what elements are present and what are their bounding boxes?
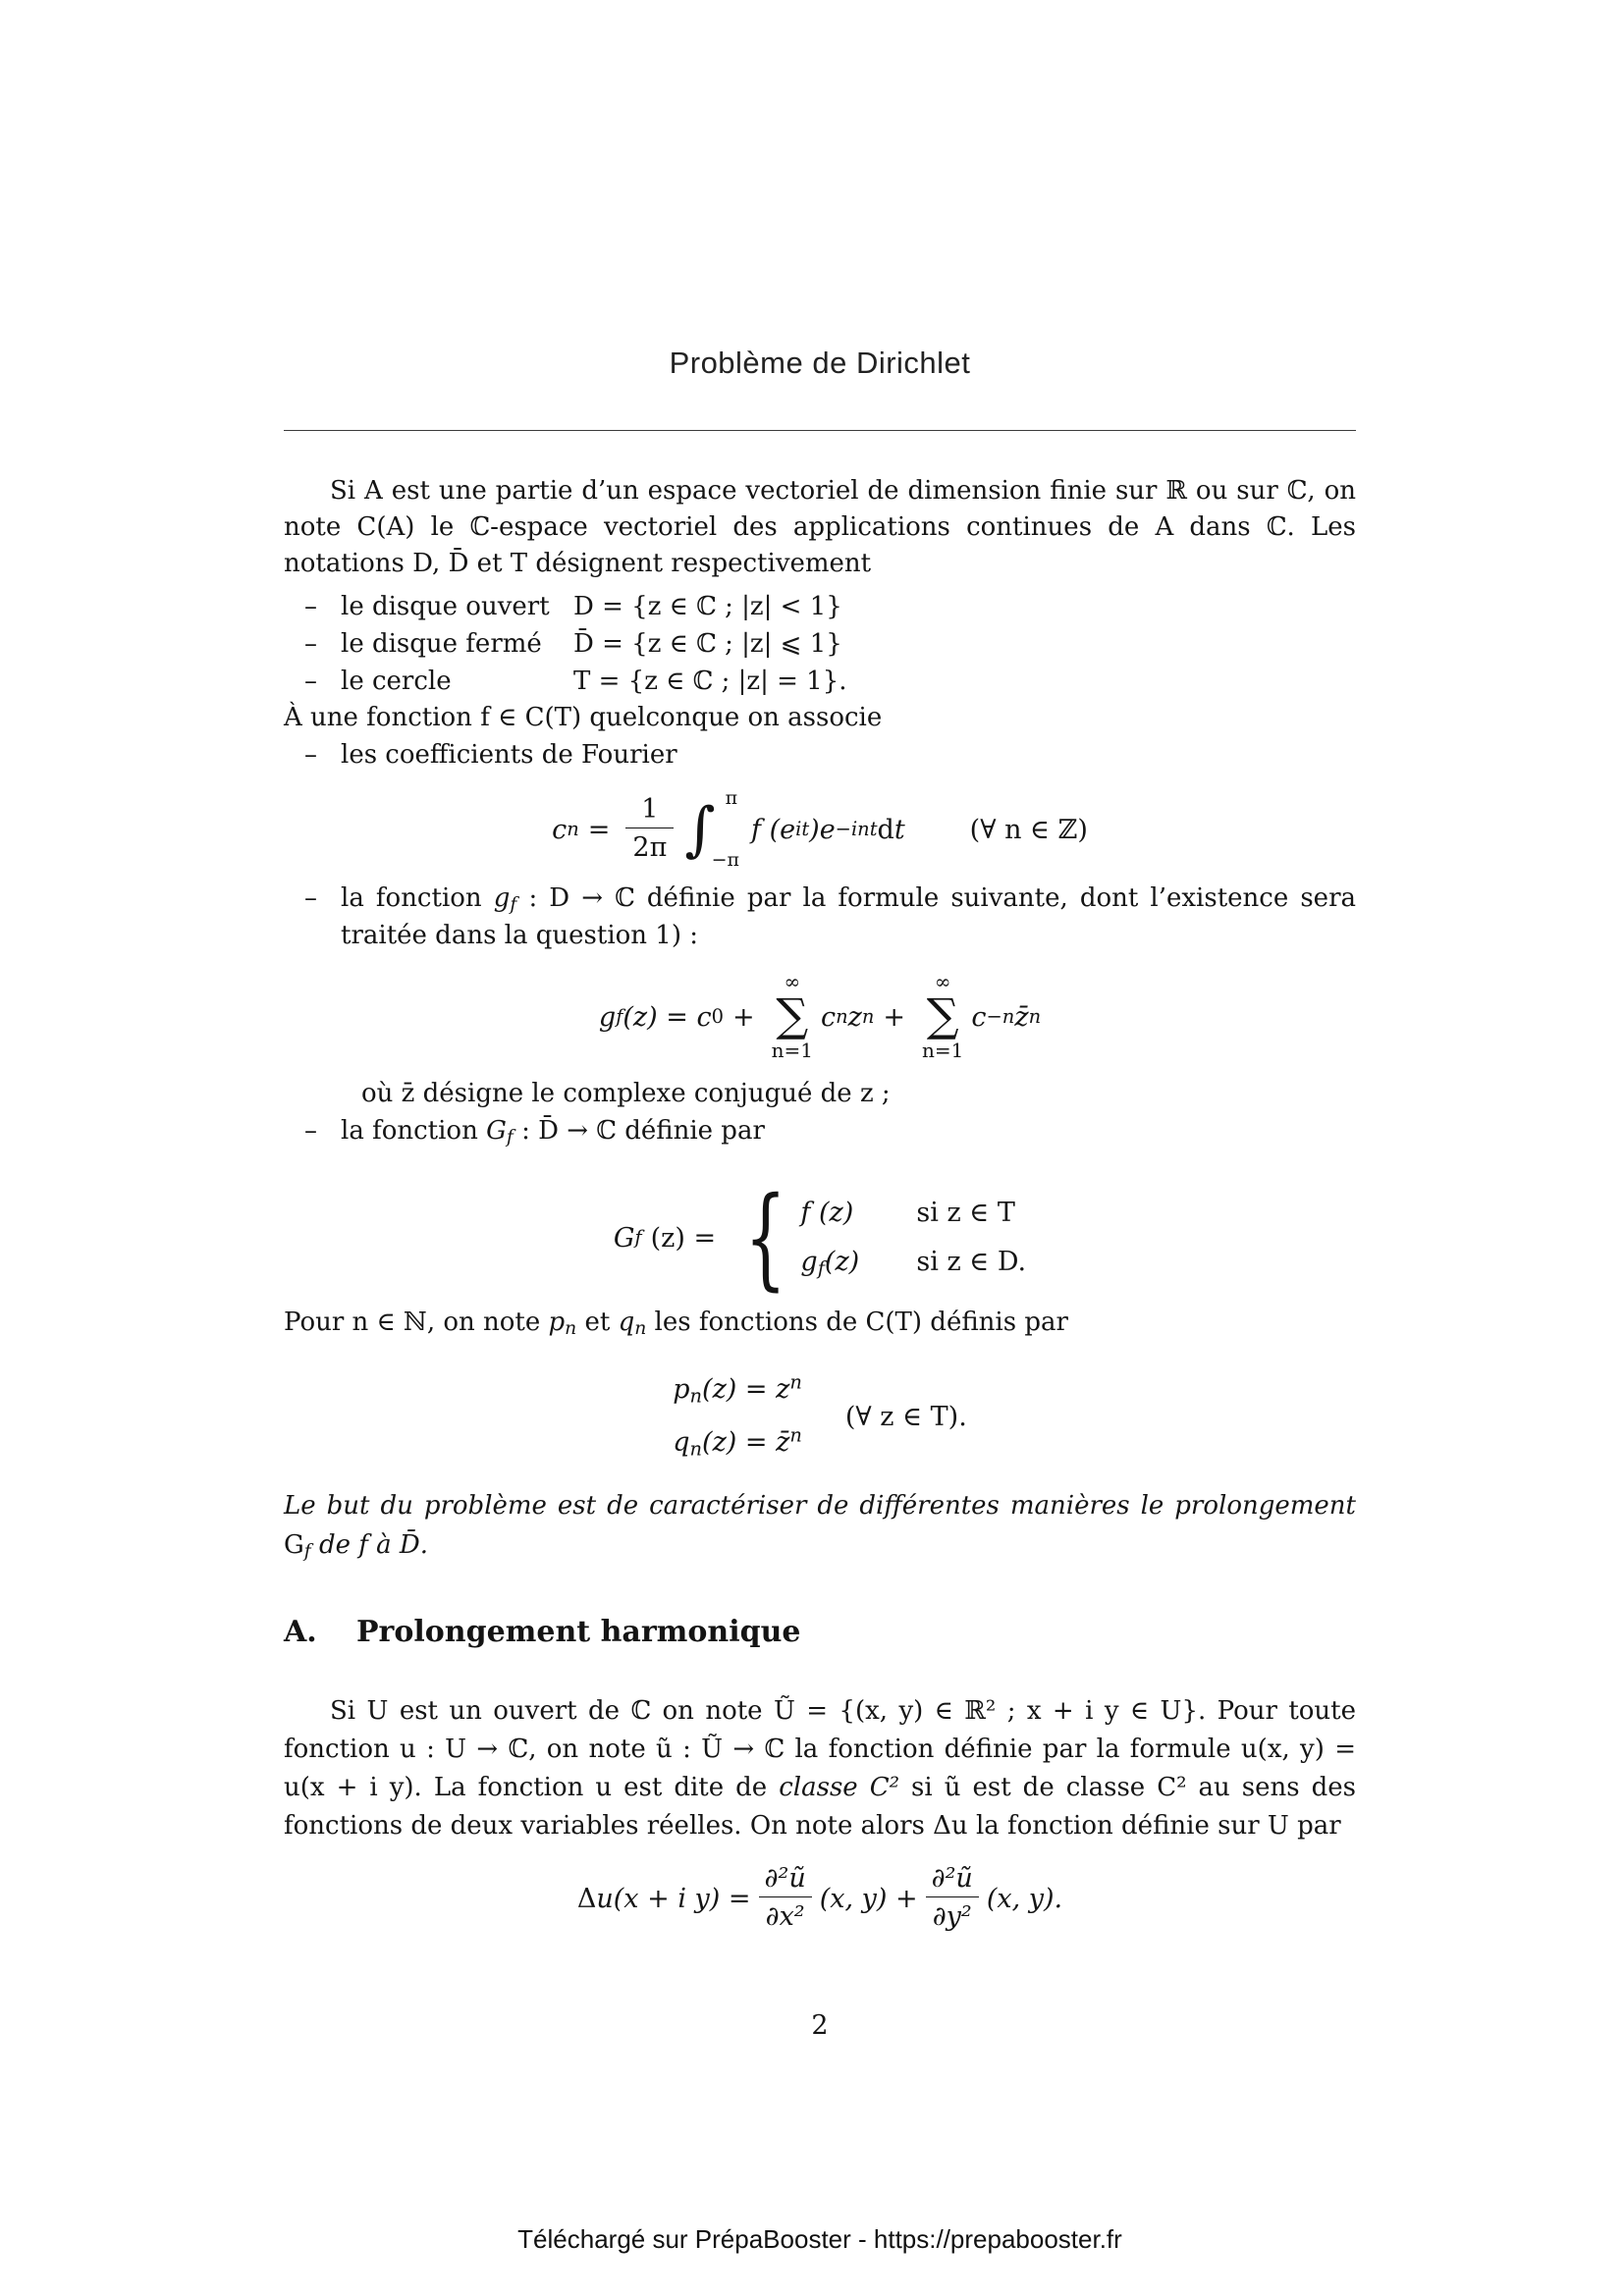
superscript: n — [789, 1370, 802, 1394]
var-g: g — [493, 883, 511, 913]
differential-d: d — [877, 814, 894, 845]
dash-bullet: – — [304, 883, 317, 913]
var-p: p — [673, 1374, 690, 1405]
dash-bullet: – — [304, 1116, 317, 1146]
footer-text: Téléchargé sur PrépaBooster - https://prepabooster.fr — [517, 2224, 1122, 2254]
text: si ũ est de classe C² au sens des fonctions de deux variables réelles. On note alors Δu la fonction définie sur U par — [284, 1773, 1357, 1841]
subscript: f — [303, 1541, 311, 1563]
var-c: c — [552, 814, 568, 845]
case-value: f (z) — [800, 1198, 854, 1228]
quantifier: (∀ z ∈ T). — [844, 1401, 967, 1432]
document-title: Problème de Dirichlet — [669, 346, 971, 380]
var-G: G — [613, 1222, 635, 1254]
plus-sign: + — [883, 1001, 906, 1033]
fraction-numerator: ∂²ũ — [764, 1863, 806, 1894]
item-math: D̄ = {z ∈ ℂ ; |z| ⩽ 1} — [573, 629, 842, 659]
item-label: le disque fermé — [341, 629, 542, 659]
var-g: g — [800, 1247, 818, 1277]
GF-function-item — [284, 1112, 1356, 1149]
dash-bullet: – — [304, 629, 317, 659]
list-item-closed-disk — [284, 625, 1356, 663]
text: Si U est un ouvert de ℂ on note Ũ = {(x, y) ∈ ℝ² ; x + i y ∈ U}. Pour toute fonction u : U → ℂ, on note ũ : Ũ → ℂ la fonction définie par la formule u(x, y) = u(x + i y). La fonction u est dite de — [284, 1696, 1356, 1802]
text: : D̄ → ℂ définie par — [513, 1116, 765, 1146]
equation-GF-cases: G f (z) = { f (z) si z ∈ T $g_f(z)$ si z ∈ D. — [613, 1174, 1027, 1302]
integrand: f (e — [751, 814, 796, 845]
math-text: (x, y) + — [819, 1884, 918, 1914]
case-row-boundary — [800, 1194, 1026, 1233]
quantifier: (∀ n ∈ ℤ) — [969, 814, 1088, 845]
dash-bullet: – — [304, 740, 317, 770]
sum-operator — [772, 972, 813, 1062]
text: la fonction — [341, 883, 494, 913]
integral-upper-limit: π — [725, 787, 738, 809]
var-z-bar: z̄ — [1014, 1001, 1029, 1033]
GF-item-text — [341, 1112, 1356, 1149]
dash-bullet: – — [304, 592, 317, 621]
var-q: q — [673, 1427, 690, 1458]
equation-gf-series: g f (z) = c 0 + ∞ ∑ n=1 c n z n + ∞ ∑ n=1 c −n z̄ n — [598, 970, 1042, 1062]
text: et — [576, 1308, 619, 1337]
equation-laplacian — [284, 1861, 1356, 1937]
subscript: f — [510, 894, 517, 916]
var-p: p — [548, 1308, 566, 1337]
subscript: f — [817, 1256, 825, 1280]
subscript: n — [689, 1384, 703, 1408]
text: Pour n ∈ ℕ, on note — [284, 1308, 549, 1337]
fourier-item-text: les coefficients de Fourier — [341, 740, 677, 770]
var-q: q — [618, 1308, 635, 1337]
section-title: Prolongement harmonique — [356, 1615, 801, 1649]
item-math: T = {z ∈ ℂ ; |z| = 1}. — [573, 667, 847, 696]
sum-lower-limit: n=1 — [771, 1039, 813, 1062]
item-math: D = {z ∈ ℂ ; |z| < 1} — [573, 592, 842, 621]
gf-item-text — [341, 880, 1356, 954]
math-text: (x, y). — [986, 1884, 1063, 1914]
cases-column — [800, 1194, 1026, 1282]
fraction-d2x — [758, 1861, 813, 1937]
section-label: A. — [284, 1615, 317, 1649]
item-label: le cercle — [341, 667, 452, 696]
case-value — [800, 1243, 916, 1282]
title-rule — [284, 430, 1356, 431]
notation-list — [284, 588, 1356, 700]
conjugate-note-line: où z̄ désigne le complexe conjugué de z ; — [361, 1079, 891, 1108]
subscript: n — [689, 1437, 703, 1461]
sum-operator — [922, 972, 963, 1062]
var-c: c — [820, 1001, 837, 1033]
goal-paragraph — [284, 1486, 1356, 1565]
math-text: (z) = z̄ — [702, 1427, 790, 1458]
subscript: f — [506, 1127, 514, 1148]
classe-emphasis: classe C² — [779, 1773, 900, 1802]
dash-bullet: – — [304, 667, 317, 696]
integral-sign: ∫ — [684, 795, 716, 864]
fourier-item — [284, 736, 1356, 774]
sum-lower-limit: n=1 — [922, 1039, 964, 1062]
subscript: n — [565, 1318, 577, 1340]
delta-symbol: Δ — [576, 1884, 597, 1914]
fraction-denominator: ∂x² — [759, 1896, 812, 1937]
var-t: t — [893, 814, 905, 845]
var-c: c — [971, 1001, 987, 1033]
pn-equation — [673, 1370, 802, 1410]
case-condition: si z ∈ D. — [916, 1247, 1027, 1277]
text: la fonction — [341, 1116, 487, 1146]
math-text: (z) = c — [623, 1001, 712, 1033]
sum-upper-limit: ∞ — [934, 970, 951, 993]
fraction-denominator: ∂y² — [926, 1896, 979, 1937]
case-condition: si z ∈ T — [916, 1198, 1015, 1228]
section-heading — [284, 1612, 1356, 1653]
equals-sign: = — [587, 814, 611, 845]
page-number: 2 — [811, 2010, 829, 2041]
text: les fonctions de C(T) définis par — [646, 1308, 1068, 1337]
equation-fourier-coefficients: c n = $\frac{1}{2\pi}$ ∫ π −π f (e it )e −int d t (∀ n ∈ ℤ) — [552, 787, 1088, 871]
integrand: )e — [809, 814, 836, 845]
gf-function-item — [284, 880, 1356, 954]
plus-sign: + — [731, 1001, 755, 1033]
fraction-denominator: 2π — [625, 828, 674, 868]
pour-line — [284, 1305, 1356, 1341]
item-label: le disque ouvert — [341, 592, 550, 621]
fraction-numerator: 1 — [641, 793, 659, 825]
sigma-icon: ∑ — [776, 988, 809, 1041]
sum-upper-limit: ∞ — [784, 970, 801, 993]
fraction — [625, 792, 674, 868]
integral-lower-limit: −π — [711, 849, 740, 871]
assoc-line: À une fonction f ∈ C(T) quelconque on associe — [284, 703, 883, 732]
var-G: G — [486, 1116, 507, 1146]
sectionA-paragraph — [284, 1692, 1356, 1845]
superscript: n — [789, 1423, 802, 1447]
pq-column — [673, 1370, 802, 1463]
var-z: z — [847, 1001, 862, 1033]
equation-pn-qn — [284, 1370, 1356, 1463]
math-text: (z) — [824, 1247, 860, 1277]
case-row-interior — [800, 1243, 1026, 1282]
document-content — [284, 473, 1356, 1937]
math-text: (z) = z — [702, 1374, 790, 1405]
text: Le but du problème est de caractériser de différentes manières le prolongement — [284, 1491, 1356, 1521]
list-item-circle — [284, 663, 1356, 700]
math-text: (z) = — [650, 1222, 717, 1254]
qn-equation — [673, 1423, 802, 1463]
left-brace: { — [744, 1174, 787, 1302]
integral-limits — [711, 787, 743, 871]
fraction-numerator: ∂²ũ — [931, 1863, 973, 1894]
text: : D → ℂ définie par la formule suivante, dont l’existence sera traitée dans la question 1) : — [341, 883, 1357, 950]
sigma-icon: ∑ — [926, 988, 959, 1041]
text: de f à D̄. — [310, 1530, 429, 1560]
list-item-open-disk — [284, 588, 1356, 625]
var-g: g — [598, 1001, 617, 1033]
intro-paragraph: Si A est une partie d’un espace vectoriel de dimension finie sur ℝ ou sur ℂ, on note C(A) le ℂ-espace vectoriel des applications continues de A dans ℂ. Les notations D, D̄ et T désignent respectivement — [284, 476, 1356, 578]
math-text: u(x + i y) = — [596, 1884, 751, 1914]
var-G: G — [284, 1530, 304, 1560]
fraction-d2y — [925, 1861, 980, 1937]
subscript: n — [634, 1318, 647, 1340]
